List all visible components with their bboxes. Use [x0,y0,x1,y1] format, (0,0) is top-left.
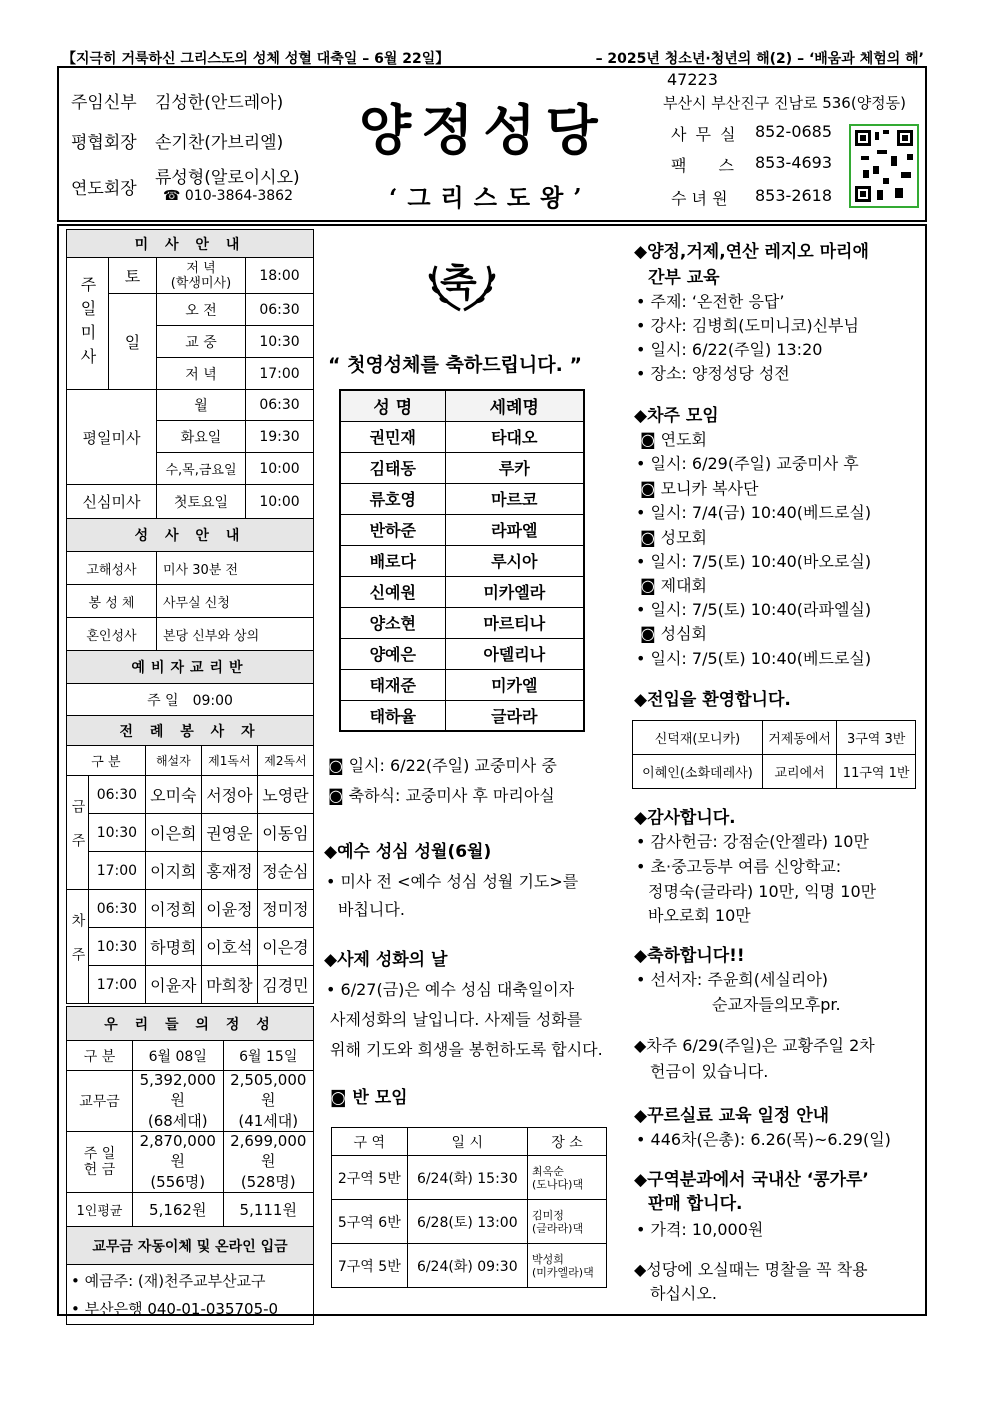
ban-area: 5구역 6반 [332,1200,408,1244]
nametag-1: ◆성당에 오실때는 명찰을 꼭 착용 [634,1260,868,1279]
group-3: 성모회 [660,528,707,547]
marriage-value: 본당 신부와 상의 [157,618,314,651]
communicant-name: 김태동 [340,452,445,483]
sun-main-time: 10:30 [246,326,314,358]
weekday-1-time: 06:30 [246,390,314,421]
comm-date: 일시: 6/22(주일) 교중미사 중 [348,756,557,775]
weekday-3: 수,목,금요일 [157,453,246,485]
welcome-title: ◆전입을 환영합니다. [634,690,791,710]
priest-day-3: 위해 기도와 희생을 봉헌하도록 합시다. [330,1040,603,1059]
communicant-row [340,576,584,607]
communicant-row [340,483,584,514]
sinsim-day: 첫토요일 [157,485,246,519]
row0-c2: 서정아 [201,776,257,814]
row2-time: 17:00 [89,852,146,890]
confession-label: 고해성사 [67,552,157,585]
marriage-label: 혼인성사 [67,618,157,651]
ban-time: 6/28(토) 13:00 [407,1200,527,1244]
avg-label: 1인평균 [67,1193,133,1227]
servers-title: 전 례 봉 사 자 [67,716,314,746]
ban-h2: 일 시 [407,1128,527,1156]
group-2-time: • 일시: 7/4(금) 10:40(베드로실) [636,503,872,522]
communion-label: 봉 성 체 [67,585,157,618]
communicant-name: 양예은 [340,638,445,669]
row4-c3: 이은경 [257,928,313,966]
ban-meeting-title: 반 모임 [352,1088,408,1108]
row1-c1: 이은희 [145,814,201,852]
auto-transfer-title: 교무금 자동이체 및 온라인 입금 [67,1227,314,1265]
row0-c3: 노영란 [257,776,313,814]
account-number: • 부산은행 040-01-035705-0 [71,1299,279,1318]
parish-title: 양정성당 [359,98,608,162]
legio-title: ◆양정,거제,연산 레지오 마리애 [634,242,869,262]
weekday-2: 화요일 [157,421,246,453]
sinsim-time: 10:00 [246,485,314,519]
ban-h3: 장 소 [527,1128,606,1156]
ban-h1: 구 역 [332,1128,408,1156]
youth-phone: ☎ 010-3864-3862 [163,188,293,204]
bullet-icon: ◙ [640,624,661,643]
communicant-baptism: 루시아 [445,545,584,576]
weekday-2-time: 19:30 [246,421,314,453]
row5-time: 17:00 [89,966,146,1004]
next-meetings-title: ◆차주 모임 [634,406,719,426]
cursillo-date: • 446차(은총): 6.26(목)~6.29(일) [636,1130,891,1149]
row2-c3: 정순심 [257,852,313,890]
communicant-row [340,545,584,576]
communicant-row [340,607,584,638]
row5-c2: 마희창 [201,966,257,1004]
row1-time: 10:30 [89,814,146,852]
offering-title: 우 리 들 의 정 성 [67,1007,314,1041]
nametag-2: 하십시오. [650,1284,717,1303]
sunday-c1: 2,870,000원 [139,1132,216,1170]
communicant-baptism: 글라라 [445,700,584,731]
thanks-1: • 감사헌금: 강점순(안젤라) 10만 [636,832,869,851]
thanks-4: 바오로회 10만 [648,906,751,925]
row1-c2: 권영운 [201,814,257,852]
qr-code-icon[interactable] [849,124,919,208]
pope-sunday-2: 헌금이 있습니다. [650,1062,769,1081]
council-name: 손기찬(가브리엘) [155,133,284,153]
servers-h3: 제2독서 [257,746,313,776]
row3-time: 06:30 [89,890,146,928]
new2-area: 11구역 1반 [837,755,916,789]
tithe-label: 교무금 [67,1071,133,1132]
tithe-a2: 2,505,000원 [230,1071,307,1109]
row0-time: 06:30 [89,776,146,814]
parish-motto: ‘그리스도왕’ [389,183,592,212]
servers-table [66,715,314,1004]
communicant-baptism: 라파엘 [445,514,584,545]
next-week-label: 차주 [67,890,89,1004]
communicant-name: 신예원 [340,576,445,607]
new1-area: 3구역 3반 [837,721,916,755]
youth-label: 연도회장 [71,179,137,199]
communicant-row [340,669,584,700]
bullet-icon: ◙ [640,528,661,547]
group-3-time: • 일시: 7/5(토) 10:40(바오로실) [636,552,872,571]
ban-row [332,1156,607,1200]
communicant-baptism: 마르티나 [445,607,584,638]
ban-row [332,1244,607,1288]
ban-place: 박성희 (미카엘라)댁 [527,1244,606,1288]
weekday-3-time: 10:00 [246,453,314,485]
sunday-c2: 2,699,000원 [230,1132,307,1170]
ban-place: 최옥순 (도나다)댁 [527,1156,606,1200]
group-4-time: • 일시: 7/5(토) 10:40(라파엘실) [636,600,872,619]
sunday-d2: (528명) [240,1173,296,1191]
sat-evening: 저 녁 (학생미사) [157,258,246,294]
bullet-icon: ◙ [640,576,661,595]
bullet-icon: ◙ [640,479,661,498]
legio-title-2: 간부 교육 [648,268,720,288]
sunday-mass-label: 주일미사 [67,258,109,390]
communicant-row [340,638,584,669]
top-line [62,48,924,68]
youth-name: 류성형(알로이시오) [155,168,300,188]
this-week-label: 금주 [67,776,89,890]
legio-place: • 장소: 양정성당 성전 [636,364,790,383]
communicant-name: 권민재 [340,421,445,452]
pastor-label: 주임신부 [71,93,137,113]
tithe-b1: (68세대) [147,1112,208,1130]
tithe-a1: 5,392,000원 [139,1071,216,1109]
row0-c1: 오미숙 [145,776,201,814]
new2-from: 교리에서 [762,755,836,789]
row3-c1: 이정희 [145,890,201,928]
legio-theme: • 주제: ‘온전한 응답’ [636,292,785,311]
row3-c3: 정미정 [257,890,313,928]
row5-c1: 이윤자 [145,966,201,1004]
servers-h2: 제1독서 [201,746,257,776]
row4-time: 10:30 [89,928,146,966]
comm-h2: 세례명 [445,390,584,421]
pope-sunday-1: ◆차주 6/29(주일)은 교황주일 2차 [634,1036,875,1055]
fax-label: 팩 스 [671,156,734,175]
ban-row [332,1200,607,1244]
row4-c2: 이호석 [201,928,257,966]
thanks-3: 정명숙(글라라) 10만, 익명 10만 [648,882,877,901]
row2-c1: 이지희 [145,852,201,890]
sinsim-label: 신심미사 [67,485,157,519]
tithe-b2: (41세대) [238,1112,299,1130]
weekday-label: 평일미사 [67,390,157,485]
communicant-baptism: 미카엘 [445,669,584,700]
row5-c3: 김경민 [257,966,313,1004]
sacred-heart-1: • 미사 전 <예수 성심 성월 기도>를 [326,872,579,891]
sun-main: 교 중 [157,326,246,358]
ban-place: 김미정 (글라라)댁 [527,1200,606,1244]
group-2: 모니카 복사단 [660,479,759,498]
sale-price: • 가격: 10,000원 [636,1220,764,1239]
group-4: 제대회 [660,576,707,595]
weekday-1: 월 [157,390,246,421]
sun-morning: 오 전 [157,294,246,326]
offering-table [66,1006,314,1325]
ban-area: 2구역 5반 [332,1156,408,1200]
offering-h0: 구 분 [67,1041,133,1071]
pastor-name: 김성한(안드레아) [155,93,284,113]
sun-evening-time: 17:00 [246,358,314,390]
avg-2: 5,111원 [223,1193,314,1227]
congrats-1: • 선서자: 주윤희(세실리아) [636,970,829,989]
sacrament-title: 성 사 안 내 [67,519,314,552]
group-5-time: • 일시: 7/5(토) 10:40(베드로실) [636,649,872,668]
comm-h1: 성 명 [340,390,445,421]
offering-h1: 6월 08일 [133,1041,224,1071]
communicant-name: 반하준 [340,514,445,545]
communicant-name: 양소현 [340,607,445,638]
communicants-table [339,389,585,732]
sunday-offering-label: 주 일 헌 금 [67,1132,133,1193]
communicant-baptism: 마르코 [445,483,584,514]
new1-from: 거제동에서 [762,721,836,755]
row3-c2: 이윤정 [201,890,257,928]
sat-label: 토 [109,258,157,294]
council-label: 평협회장 [71,133,137,153]
communicant-name: 류호영 [340,483,445,514]
year-theme: – 2025년 청소년·청년의 해(2) – ‘배움과 체험의 해’ [595,51,924,67]
zip-code: 47223 [667,70,718,89]
avg-1: 5,162원 [133,1193,224,1227]
celebration-title: 축 [440,260,477,305]
sun-label: 일 [109,294,157,390]
sacred-heart-title: ◆예수 성심 성월(6월) [324,842,492,862]
communicant-baptism: 루카 [445,452,584,483]
ban-table [331,1127,607,1288]
communicant-name: 배로다 [340,545,445,576]
bullet-icon: ◙ [640,430,661,449]
sat-evening-time: 18:00 [246,258,314,294]
catechism-title: 예비자교리반 [67,651,314,684]
communion-value: 사무실 신청 [157,585,314,618]
communicant-baptism: 타대오 [445,421,584,452]
account-holder: • 예금주: (재)천주교부산교구 [71,1271,266,1290]
sale-title: ◆구역분과에서 국내산 ‘콩가루’ [634,1170,869,1190]
servers-h1: 해설자 [145,746,201,776]
priest-day-1: • 6/27(금)은 예수 성심 대축일이자 [326,980,575,999]
communicant-row [340,421,584,452]
group-1: 연도회 [660,430,707,449]
congrats-2: 순교자들의모후pr. [712,995,841,1014]
thanks-title: ◆감사합니다. [634,808,736,828]
bullet-icon: ◙ [328,756,349,775]
sunday-d1: (556명) [150,1173,206,1191]
communicant-name: 태재준 [340,669,445,700]
communicant-row [340,700,584,731]
priest-day-title: ◆사제 성화의 날 [324,950,448,970]
bullet-icon: ◙ [328,786,349,805]
row2-c2: 홍재정 [201,852,257,890]
sun-evening: 저 녁 [157,358,246,390]
row1-c3: 이동임 [257,814,313,852]
communicant-baptism: 아델리나 [445,638,584,669]
sun-morning-time: 06:30 [246,294,314,326]
sacred-heart-2: 바칩니다. [338,900,405,919]
convent-label: 수 녀 원 [671,189,728,208]
comm-party: 축하식: 교중미사 후 마리아실 [348,786,555,805]
group-1-time: • 일시: 6/29(주일) 교중미사 후 [636,454,859,473]
legio-speaker: • 강사: 김병희(도미니코)신부님 [636,316,859,335]
ban-area: 7구역 5반 [332,1244,408,1288]
sale-title-2: 판매 합니다. [648,1194,743,1214]
bullet-icon: ◙ [330,1088,353,1108]
header-box [57,66,927,222]
mass-title: 미 사 안 내 [67,230,314,258]
catechism-time: 주 일 09:00 [67,684,314,717]
confession-value: 미사 30분 전 [157,552,314,585]
legio-date: • 일시: 6/22(주일) 13:20 [636,340,823,359]
row4-c1: 하명희 [145,928,201,966]
new2-name: 이혜인(소화데레사) [633,755,763,789]
congrats-title: ◆축하합니다!! [634,946,745,966]
communicant-baptism: 미카엘라 [445,576,584,607]
mass-table [66,229,314,717]
feast-title: 【지극히 거룩하신 그리스도의 성체 성혈 대축일 – 6월 22일】 [62,51,450,67]
offering-h2: 6월 15일 [223,1041,314,1071]
communicant-row [340,514,584,545]
newcomers-table [632,720,916,789]
servers-h0: 구 분 [67,746,146,776]
communicant-name: 태하율 [340,700,445,731]
convent-phone: 853-2618 [755,186,833,205]
ban-time: 6/24(화) 15:30 [407,1156,527,1200]
thanks-2: • 초·중고등부 여름 신앙학교: [636,857,842,876]
cursillo-title: ◆꾸르실료 교육 일정 안내 [634,1106,830,1126]
office-label: 사 무 실 [671,125,738,144]
first-communion-title: “ 첫영성체를 축하드립니다. ” [328,354,582,376]
new1-name: 신덕재(모니카) [633,721,763,755]
address: 부산시 부산진구 진남로 536(양정동) [663,94,907,112]
group-5: 성심회 [660,624,707,643]
priest-day-2: 사제성화의 날입니다. 사제들 성화를 [330,1010,583,1029]
fax-number: 853-4693 [755,153,833,172]
office-phone: 852-0685 [755,122,833,141]
ban-time: 6/24(화) 09:30 [407,1244,527,1288]
communicant-row [340,452,584,483]
